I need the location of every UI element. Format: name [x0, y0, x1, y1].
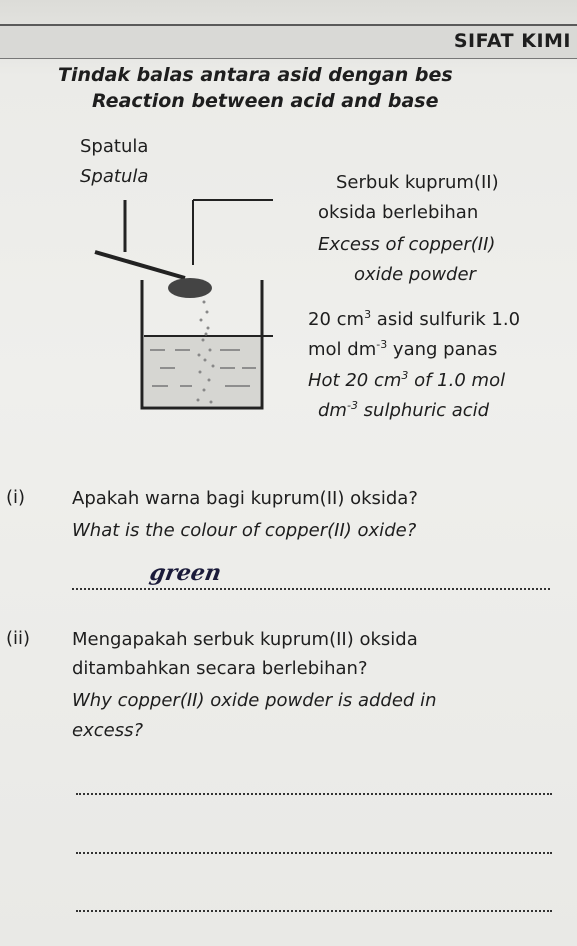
question-2-malay-1: Mengapakah serbuk kuprum(II) oksida — [72, 629, 418, 650]
title-english: Reaction between acid and base — [92, 90, 439, 112]
label-powder-malay-1: Serbuk kuprum(II) — [336, 172, 499, 193]
spatula-scoop — [168, 278, 212, 298]
label-acid-malay-2: mol $dm^{-3}$ yang panas — [308, 338, 498, 360]
label-spatula-malay: Spatula — [80, 136, 149, 157]
label-acid-english-1: Hot 20 $cm^3$ of 1.0 mol — [308, 369, 506, 391]
question-1-english: What is the colour of copper(II) oxide? — [72, 520, 417, 541]
answer-line[interactable] — [76, 793, 552, 795]
spatula-shaft — [95, 252, 185, 278]
answer-line[interactable] — [72, 588, 550, 590]
question-2-english-1: Why copper(II) oxide powder is added in — [72, 690, 437, 711]
label-powder-english-1: Excess of copper(II) — [318, 234, 496, 255]
label-spatula-english: Spatula — [80, 166, 149, 187]
title-malay: Tindak balas antara asid dengan bes — [58, 64, 453, 86]
question-1-handwritten-answer: green — [147, 560, 224, 586]
apparatus-diagram — [80, 190, 280, 420]
question-2-malay-2: ditambahkan secara berlebihan? — [72, 658, 368, 679]
question-1-number: (i) — [6, 487, 26, 508]
question-1-malay: Apakah warna bagi kuprum(II) oksida? — [72, 488, 418, 509]
question-2-english-2: excess? — [72, 720, 144, 741]
answer-line[interactable] — [76, 910, 552, 912]
label-powder-english-2: oxide powder — [354, 264, 476, 285]
subject-header: SIFAT KIMI — [453, 30, 571, 52]
answer-line[interactable] — [76, 852, 552, 854]
label-powder-malay-2: oksida berlebihan — [318, 202, 479, 223]
question-2-number: (ii) — [6, 628, 31, 649]
label-acid-malay-1: 20 $cm^3$ asid sulfurik 1.0 — [308, 308, 521, 330]
label-acid-english-2: $dm^{-3}$ sulphuric acid — [318, 399, 490, 421]
acid-solution — [144, 336, 260, 406]
